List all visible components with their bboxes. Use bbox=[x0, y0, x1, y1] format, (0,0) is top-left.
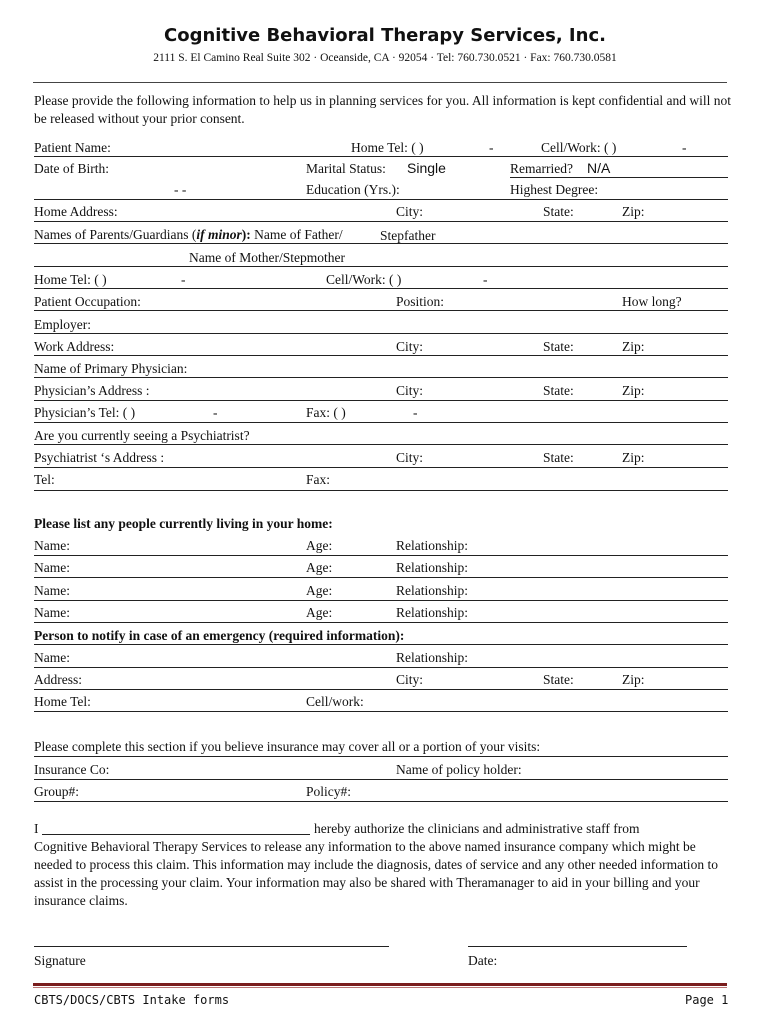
group-policy-field[interactable] bbox=[34, 801, 728, 802]
guardian-cell-label: Cell/Work: ( ) bbox=[326, 272, 402, 287]
emergency-cell-label: Cell/work: bbox=[306, 694, 364, 709]
physician-tel-dash: - bbox=[213, 405, 218, 420]
emergency-heading: Person to notify in case of an emergency (required information): bbox=[34, 628, 405, 643]
physician-tel-field[interactable] bbox=[34, 422, 728, 423]
marital-status-label: Marital Status: bbox=[306, 161, 386, 176]
emergency-city-label: City: bbox=[396, 672, 424, 687]
footer-doc-path: CBTS/DOCS/CBTS Intake forms bbox=[34, 993, 230, 1007]
dob-dashes: - - bbox=[174, 182, 187, 197]
psychiatrist-address-label: Psychiatrist ‘s Address : bbox=[34, 450, 165, 465]
emergency-relationship-label: Relationship: bbox=[396, 650, 468, 665]
mother-field[interactable] bbox=[34, 266, 728, 267]
physician-fax-dash: - bbox=[413, 405, 418, 420]
emergency-home-tel-label: Home Tel: bbox=[34, 694, 91, 709]
insurance-intro-rule bbox=[34, 756, 728, 757]
guardian-tel-field[interactable] bbox=[34, 288, 728, 289]
home-zip-label: Zip: bbox=[622, 204, 645, 219]
household-relationship-label: Relationship: bbox=[396, 560, 468, 575]
household-age-label: Age: bbox=[306, 583, 333, 598]
cell-work-dash: - bbox=[682, 140, 687, 155]
home-address-field[interactable] bbox=[34, 221, 728, 222]
position-label: Position: bbox=[396, 294, 445, 309]
guardians-field[interactable] bbox=[34, 243, 728, 244]
household-relationship-label: Relationship: bbox=[396, 583, 468, 598]
patient-name-field[interactable] bbox=[34, 156, 728, 157]
emergency-zip-label: Zip: bbox=[622, 672, 645, 687]
how-long-label: How long? bbox=[622, 294, 682, 309]
emergency-state-label: State: bbox=[543, 672, 574, 687]
guardian-home-tel-dash: - bbox=[181, 272, 186, 287]
household-age-label: Age: bbox=[306, 560, 333, 575]
emergency-address-field[interactable] bbox=[34, 689, 728, 690]
physician-zip-label: Zip: bbox=[622, 383, 645, 398]
remarried-label: Remarried? bbox=[510, 161, 573, 176]
work-address-field[interactable] bbox=[34, 355, 728, 356]
household-row-field[interactable] bbox=[34, 555, 728, 556]
guardian-cell-dash: - bbox=[483, 272, 488, 287]
insurance-company-field[interactable] bbox=[34, 779, 728, 780]
authorization-line-end: hereby authorize the clinicians and administrative staff from bbox=[314, 821, 640, 836]
physician-fax-label: Fax: ( ) bbox=[306, 405, 346, 420]
home-city-label: City: bbox=[396, 204, 424, 219]
intro-text: Please provide the following information to help us in planning services for you. All information is kept confidential and will not be released without your prior consent. bbox=[34, 93, 731, 126]
footer-divider-thin bbox=[33, 987, 727, 988]
work-state-label: State: bbox=[543, 339, 574, 354]
mother-label: Name of Mother/Stepmother bbox=[189, 250, 345, 265]
authorization-body: Cognitive Behavioral Therapy Services to release any information to the above named insurance company which might be needed to process this claim. This information may include the diagnosis, dates of service and any other needed information to assist in the processing your claim. Your information may also be shared with Theramanager to aid in your billing and your insurance claims. bbox=[34, 839, 718, 908]
date-field[interactable] bbox=[468, 946, 687, 947]
occupation-field[interactable] bbox=[34, 310, 728, 311]
highest-degree-label: Highest Degree: bbox=[510, 182, 599, 197]
authorizer-name-field[interactable] bbox=[42, 834, 310, 835]
cell-work-label: Cell/Work: ( ) bbox=[541, 140, 617, 155]
physician-tel-label: Physician’s Tel: ( ) bbox=[34, 405, 136, 420]
header-divider bbox=[33, 82, 727, 83]
psychiatrist-city-label: City: bbox=[396, 450, 424, 465]
education-label: Education (Yrs.): bbox=[306, 182, 400, 197]
household-row-field[interactable] bbox=[34, 577, 728, 578]
household-heading: Please list any people currently living in your home: bbox=[34, 516, 333, 531]
home-state-label: State: bbox=[543, 204, 574, 219]
signature-field[interactable] bbox=[34, 946, 389, 947]
household-name-label: Name: bbox=[34, 560, 70, 575]
household-relationship-label: Relationship: bbox=[396, 538, 468, 553]
practice-address: 2111 S. El Camino Real Suite 302 · Oceanside, CA · 92054 · Tel: 760.730.0521 · Fax: 760.730.0581 bbox=[153, 52, 617, 64]
work-city-label: City: bbox=[396, 339, 424, 354]
signature-label: Signature bbox=[34, 953, 86, 968]
psychiatrist-tel-field[interactable] bbox=[34, 490, 728, 491]
psychiatrist-fax-label: Fax: bbox=[306, 472, 331, 487]
household-row-field[interactable] bbox=[34, 622, 728, 623]
stepfather-label: Stepfather bbox=[380, 228, 436, 243]
household-relationship-label: Relationship: bbox=[396, 605, 468, 620]
psychiatrist-zip-label: Zip: bbox=[622, 450, 645, 465]
policy-label: Policy#: bbox=[306, 784, 352, 799]
physician-state-label: State: bbox=[543, 383, 574, 398]
primary-physician-field[interactable] bbox=[34, 377, 728, 378]
household-name-label: Name: bbox=[34, 605, 70, 620]
authorization-line: I bbox=[34, 821, 39, 836]
employer-label: Employer: bbox=[34, 317, 91, 332]
emergency-name-label: Name: bbox=[34, 650, 70, 665]
dob-education-field[interactable] bbox=[34, 199, 728, 200]
psychiatrist-tel-label: Tel: bbox=[34, 472, 55, 487]
psychiatrist-question: Are you currently seeing a Psychiatrist? bbox=[34, 428, 250, 443]
household-age-label: Age: bbox=[306, 605, 333, 620]
work-zip-label: Zip: bbox=[622, 339, 645, 354]
primary-physician-label: Name of Primary Physician: bbox=[34, 361, 188, 376]
footer-divider bbox=[33, 983, 727, 986]
employer-field[interactable] bbox=[34, 333, 728, 334]
emergency-name-field[interactable] bbox=[34, 667, 728, 668]
physician-address-label: Physician’s Address : bbox=[34, 383, 150, 398]
emergency-tel-field[interactable] bbox=[34, 711, 728, 712]
home-tel-dash: - bbox=[489, 140, 494, 155]
insurance-intro: Please complete this section if you believe insurance may cover all or a portion of your visits: bbox=[34, 739, 541, 754]
guardians-label: Names of Parents/Guardians (if minor): Name of Father/ bbox=[34, 227, 343, 242]
footer-page-number: Page 1 bbox=[685, 993, 729, 1007]
household-age-label: Age: bbox=[306, 538, 333, 553]
psychiatrist-field[interactable] bbox=[34, 444, 728, 445]
remarried-value[interactable]: N/A bbox=[587, 160, 611, 176]
group-label: Group#: bbox=[34, 784, 79, 799]
work-address-label: Work Address: bbox=[34, 339, 115, 354]
household-row-field[interactable] bbox=[34, 600, 728, 601]
occupation-label: Patient Occupation: bbox=[34, 294, 141, 309]
household-name-label: Name: bbox=[34, 538, 70, 553]
dob-label: Date of Birth: bbox=[34, 161, 109, 176]
remarried-field[interactable] bbox=[510, 177, 728, 178]
home-address-label: Home Address: bbox=[34, 204, 118, 219]
physician-address-field[interactable] bbox=[34, 400, 728, 401]
guardian-home-tel-label: Home Tel: ( ) bbox=[34, 272, 107, 287]
psychiatrist-address-field[interactable] bbox=[34, 467, 728, 468]
household-name-label: Name: bbox=[34, 583, 70, 598]
emergency-address-label: Address: bbox=[34, 672, 82, 687]
marital-status-value[interactable]: Single bbox=[407, 160, 446, 176]
physician-city-label: City: bbox=[396, 383, 424, 398]
home-tel-label: Home Tel: ( ) bbox=[351, 140, 424, 155]
patient-name-label: Patient Name: bbox=[34, 140, 111, 155]
policy-holder-label: Name of policy holder: bbox=[396, 762, 522, 777]
date-label: Date: bbox=[468, 953, 498, 968]
page-title: Cognitive Behavioral Therapy Services, Inc. bbox=[164, 25, 606, 46]
emergency-heading-rule bbox=[34, 644, 728, 645]
insurance-company-label: Insurance Co: bbox=[34, 762, 110, 777]
psychiatrist-state-label: State: bbox=[543, 450, 574, 465]
